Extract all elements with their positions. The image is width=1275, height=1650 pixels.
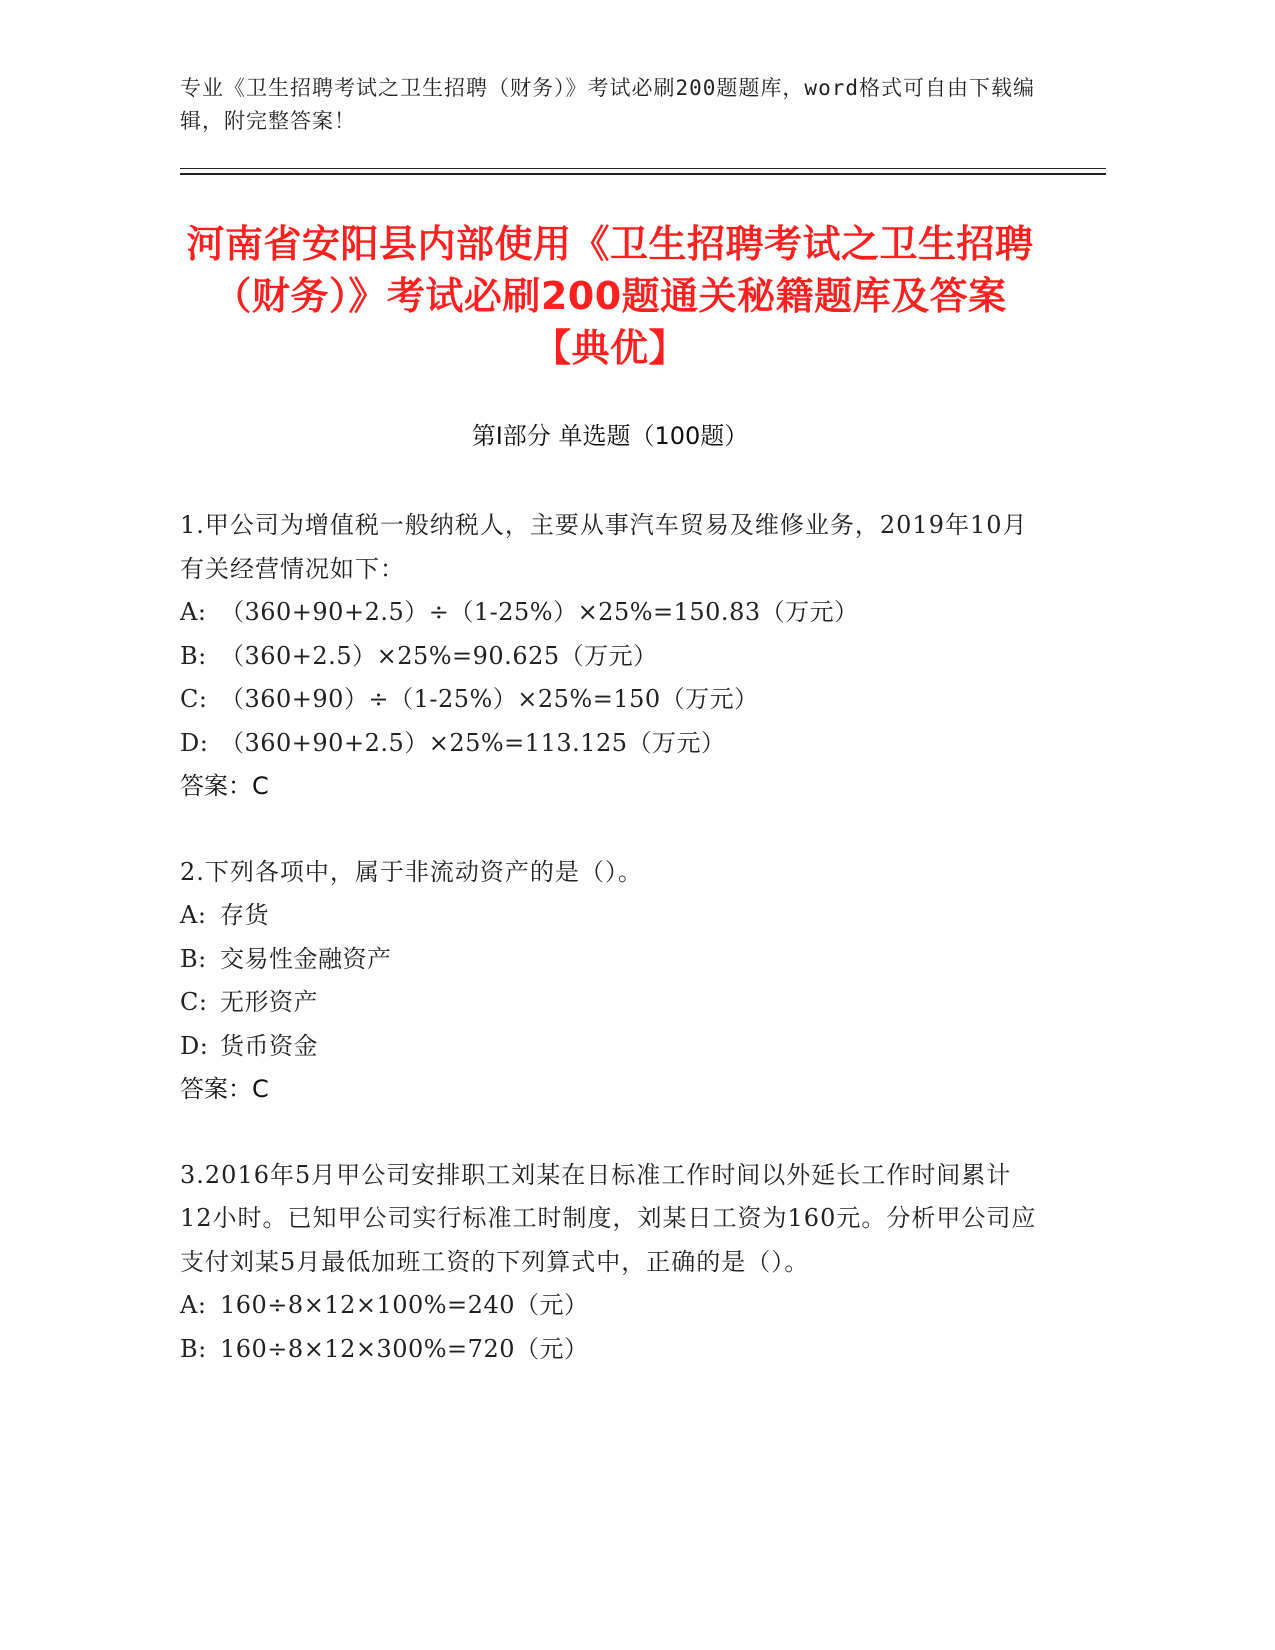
- option-letter: A:: [180, 598, 207, 626]
- option-letter: C:: [180, 685, 208, 713]
- option-letter: D:: [180, 728, 209, 757]
- question-text: 2.下列各项中，属于非流动资产的是（）。: [180, 857, 643, 886]
- question-item: [180, 504, 1040, 809]
- option-b: [180, 938, 1040, 982]
- option-c: [180, 981, 1040, 1025]
- option-text: （360+2.5）×25%=90.625（万元）: [220, 641, 658, 670]
- section-title: 第Ⅰ部分 单选题（100题）: [471, 422, 749, 450]
- option-c: [180, 678, 1040, 722]
- option-text: （360+90+2.5）×25%=113.125（万元）: [220, 728, 726, 757]
- option-letter: B:: [180, 944, 207, 973]
- option-text: 160÷8×12×100%=240（元）: [220, 1291, 589, 1319]
- option-text: 交易性金融资产: [220, 944, 392, 973]
- question-text: 3.2016年5月甲公司安排职工刘某在日标准工作时间以外延长工作时间累计12小时。已知甲公司实行标准工时制度，刘某日工资为160元。分析甲公司应支付刘某5月最低加班工资的下列算式中，正确的是（）。: [180, 1160, 1037, 1276]
- option-d: [180, 1025, 1040, 1069]
- option-d: [180, 722, 1040, 766]
- option-letter: D:: [180, 1031, 209, 1060]
- option-text: 货币资金: [220, 1031, 318, 1060]
- option-a: [180, 591, 1040, 635]
- answer-line: 答案：C: [180, 1075, 269, 1103]
- question-item: [180, 1154, 1040, 1372]
- question-list: [180, 504, 1040, 1413]
- option-text: 160÷8×12×300%=720（元）: [220, 1334, 589, 1363]
- option-a: [180, 1284, 1040, 1328]
- question-text: 1.甲公司为增值税一般纳税人，主要从事汽车贸易及维修业务，2019年10月有关经营情况如下：: [180, 511, 1028, 583]
- option-text: 存货: [220, 901, 269, 929]
- option-a: [180, 894, 1040, 938]
- option-letter: B:: [180, 1334, 207, 1363]
- question-item: [180, 851, 1040, 1112]
- option-letter: B:: [180, 641, 207, 670]
- header-note: 专业《卫生招聘考试之卫生招聘（财务）》考试必刷200题题库，word格式可自由下载编辑，附完整答案！: [180, 76, 1035, 133]
- option-text: 无形资产: [220, 988, 318, 1016]
- option-letter: C:: [180, 988, 208, 1016]
- option-letter: A:: [180, 901, 207, 929]
- option-b: [180, 635, 1040, 679]
- option-text: （360+90）÷（1-25%）×25%=150（万元）: [220, 685, 759, 713]
- document-title: 河南省安阳县内部使用《卫生招聘考试之卫生招聘（财务）》考试必刷200题通关秘籍题库及答案【典优】: [186, 222, 1034, 370]
- option-text: （360+90+2.5）÷（1-25%）×25%=150.83（万元）: [220, 598, 859, 626]
- option-b: [180, 1328, 1040, 1372]
- answer-line: 答案：C: [180, 772, 269, 800]
- header-divider-thin: [180, 168, 1106, 169]
- option-letter: A:: [180, 1291, 207, 1319]
- header-divider-thick: [180, 173, 1106, 175]
